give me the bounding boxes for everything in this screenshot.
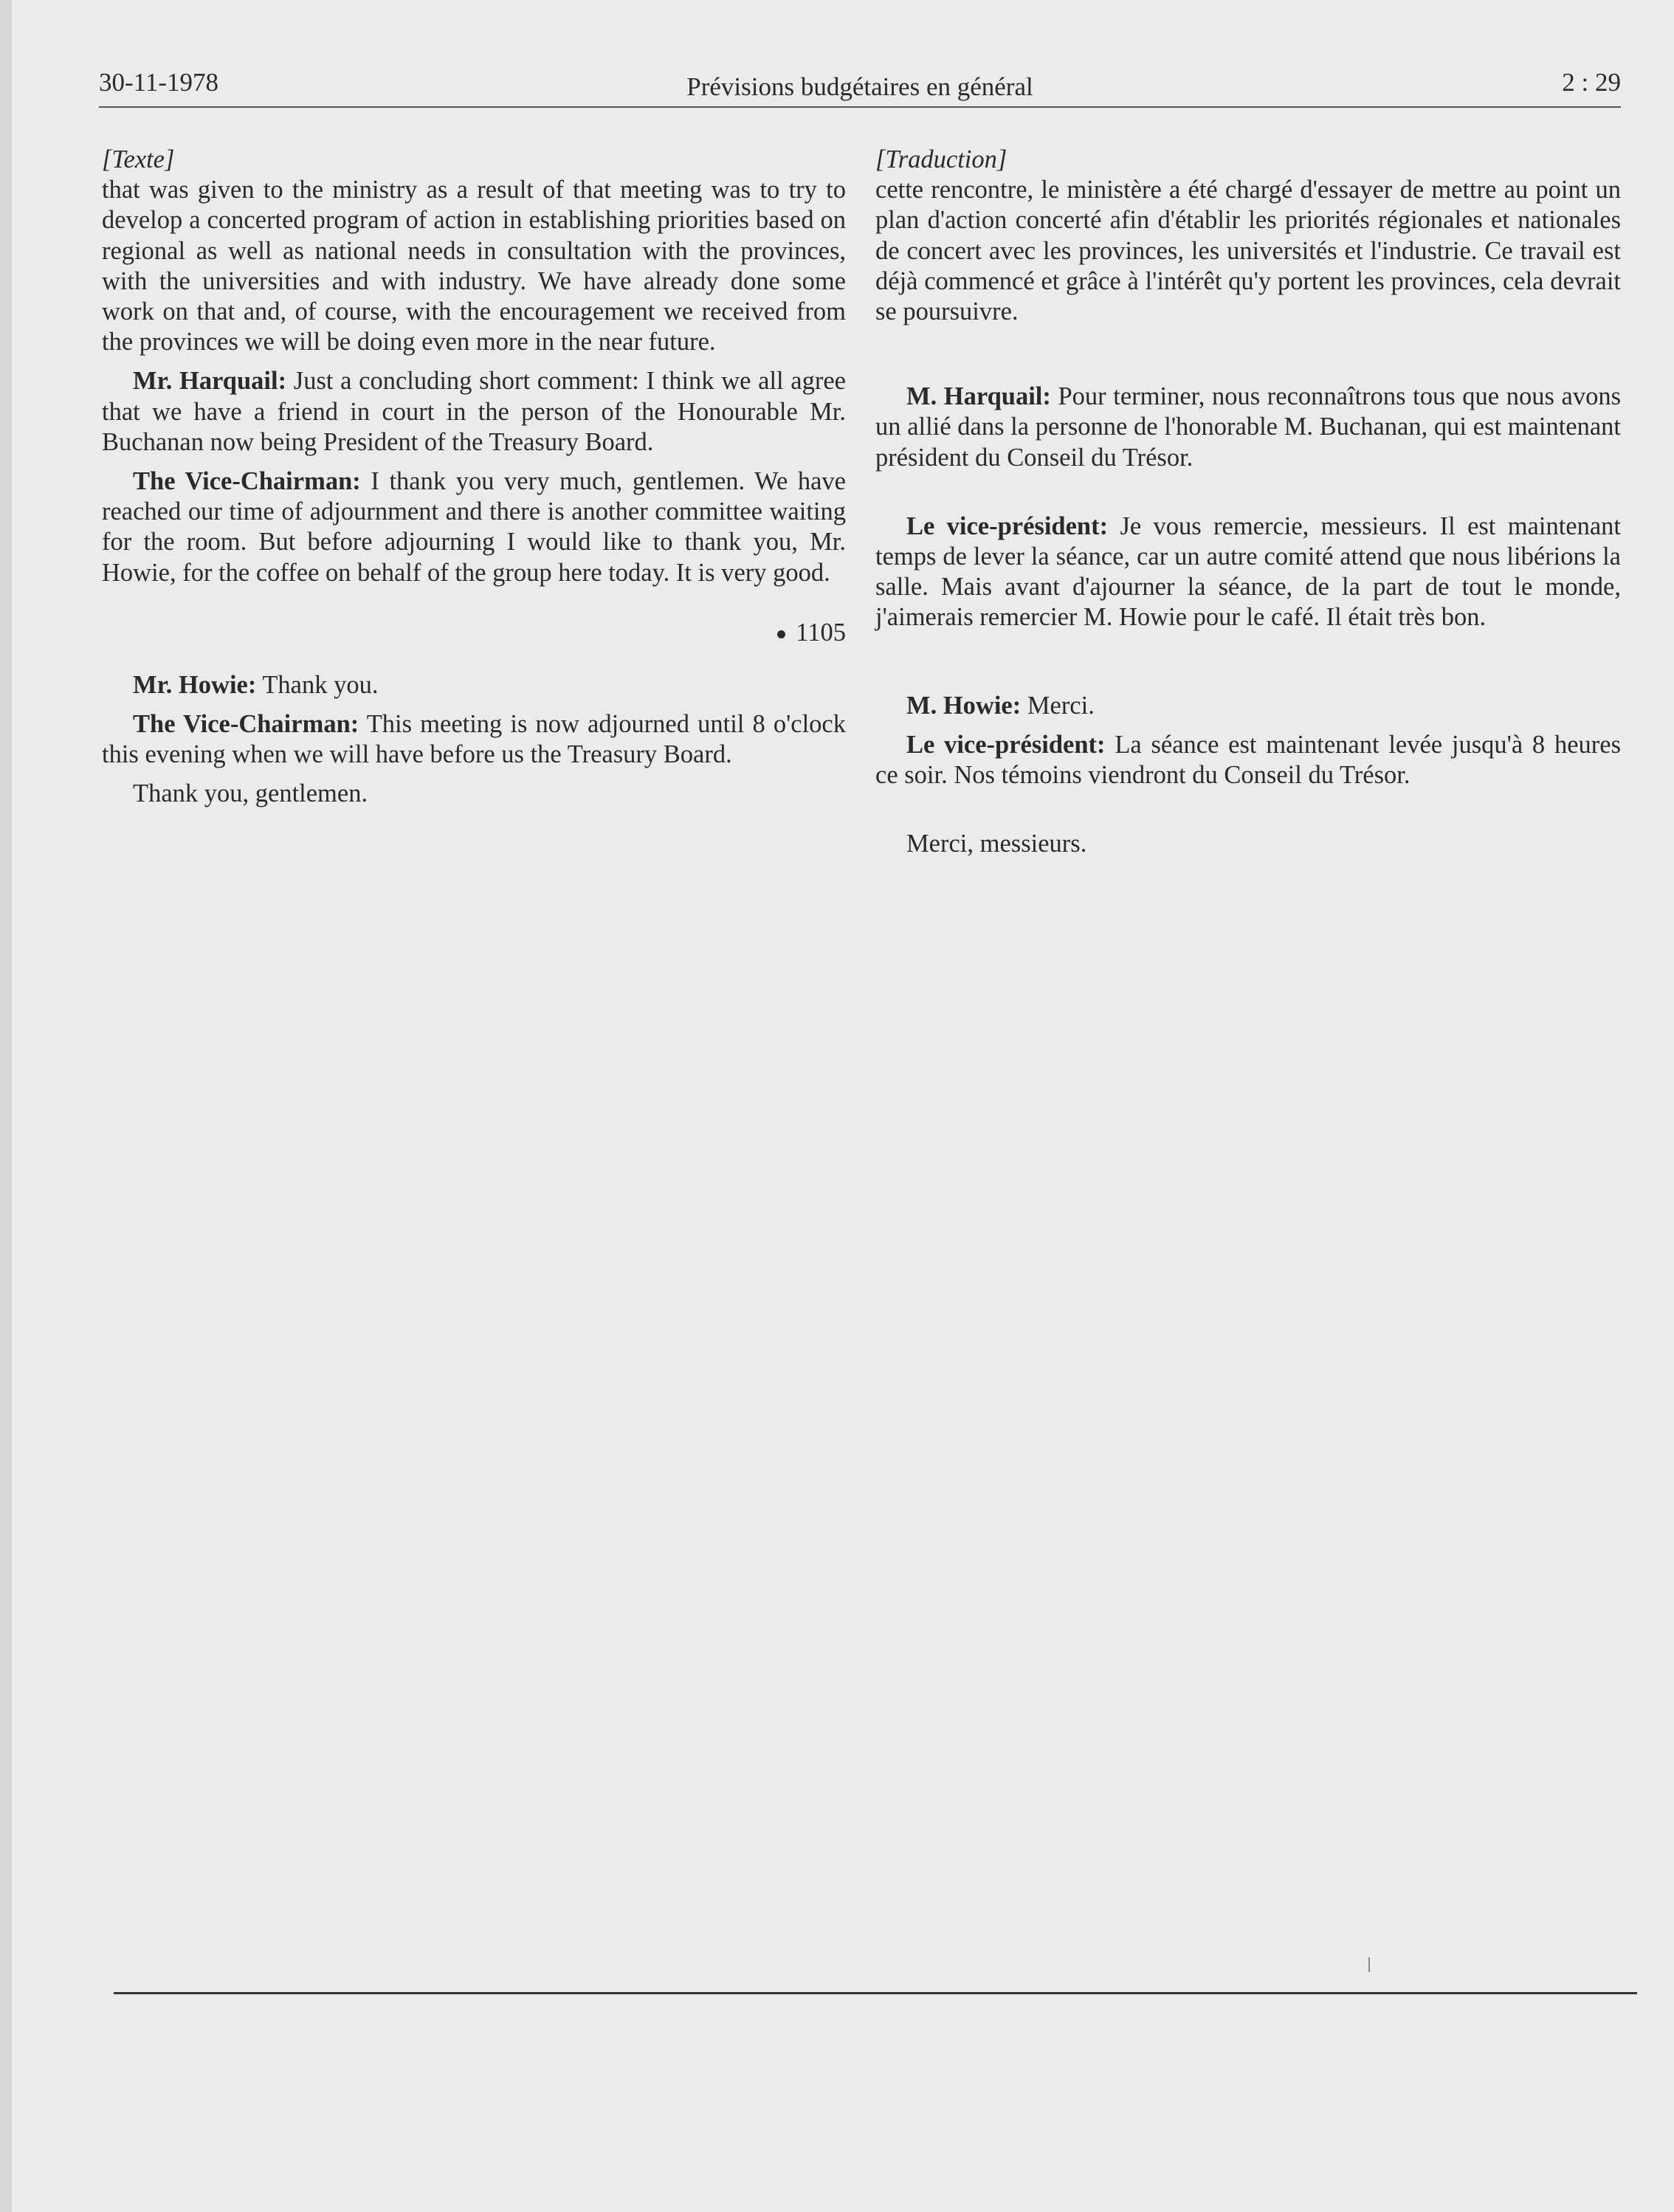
footer-rule [114,1992,1637,1994]
speech-text: Je vous remercie, messieurs. Il est maintenant temps de lever la séance, car un autre comité attend que nous libérions la salle. Mais avant d'ajourner la séance, de la part de tout le monde, j'aimerais remercier M. Howie pour le café. Il était très bon. [875,511,1622,632]
speaker-name: The Vice-Chairman: [133,467,361,496]
speech-paragraph [102,670,846,700]
speech-text: I thank you very much, gentlemen. We have reached our time of adjournment and there is another committee waiting for the room. But before adjourning I would like to thank you, Mr. Howie, for the coffee on behalf of the group here today. It is very good. [102,467,846,587]
speaker-name: Mr. Howie: [133,670,257,699]
column-label: [Traduction] [875,145,1008,173]
speaker-name: M. Harquail: [906,382,1051,411]
speech-paragraph [102,466,846,588]
time-marker [102,618,846,650]
french-column [875,145,1621,859]
bullet-icon [777,630,785,638]
speaker-name: M. Howie: [906,691,1022,720]
time-marker-value: 1105 [796,618,846,647]
english-column [102,145,846,810]
speech-paragraph [875,691,1621,721]
speech-text: La séance est maintenant levée jusqu'à 8 heures ce soir. Nos témoins viendront du Conseil du Trésor. [875,730,1621,790]
speech-paragraph [875,511,1621,633]
speaker-name: Mr. Harquail: [133,367,287,396]
paragraph: Thank you, gentlemen. [133,779,368,808]
speech-paragraph [875,730,1621,790]
speaker-name: Le vice-président: [906,730,1106,759]
speech-paragraph [875,382,1621,473]
speech-text: This meeting is now adjourned until 8 o'clock this evening when we will have before us the Treasury Board. [102,710,846,769]
paragraph: that was given to the ministry as a result of that meeting was to try to develop a concerted program of action in establishing priorities based on regional as well as national needs in consultation with the provinces, with the universities and with industry. We have already done some work on that and, of course, with the encouragement we received from the provinces we will be doing even more in the near future. [102,176,846,356]
header-title: Prévisions budgétaires en général [686,72,1033,101]
paragraph: cette rencontre, le ministère a été chargé d'essayer de mettre au point un plan d'action concerté afin d'établir les priorités régionales et nationales de concert avec les provinces, les universités et l'industrie. Ce travail est déjà commencé et grâce à l'intérêt qu'y portent les provinces, cela devrait se poursuivre. [875,176,1621,326]
speaker-name: The Vice-Chairman: [133,710,359,739]
page-edge-shadow [0,0,12,2212]
header-page-number: 2 : 29 [1562,68,1621,97]
speech-text: Merci. [1021,691,1095,720]
speech-paragraph [102,366,846,458]
speech-text: Just a concluding short comment: I think we all agree that we have a friend in court in the person of the Honourable Mr. Buchanan now being President of the Treasury Board. [102,367,846,456]
header-date: 30-11-1978 [99,68,219,97]
speech-paragraph [102,709,846,770]
margin-mark [1368,1957,1370,1972]
page-header [99,65,1621,108]
paragraph: Merci, messieurs. [906,830,1087,858]
speech-text: Thank you. [256,670,379,699]
speech-text: Pour terminer, nous reconnaîtrons tous que nous avons un allié dans la personne de l'honorable M. Buchanan, qui est maintenant président du Conseil du Trésor. [875,382,1621,472]
speaker-name: Le vice-président: [906,511,1109,540]
column-label: [Texte] [102,145,175,173]
